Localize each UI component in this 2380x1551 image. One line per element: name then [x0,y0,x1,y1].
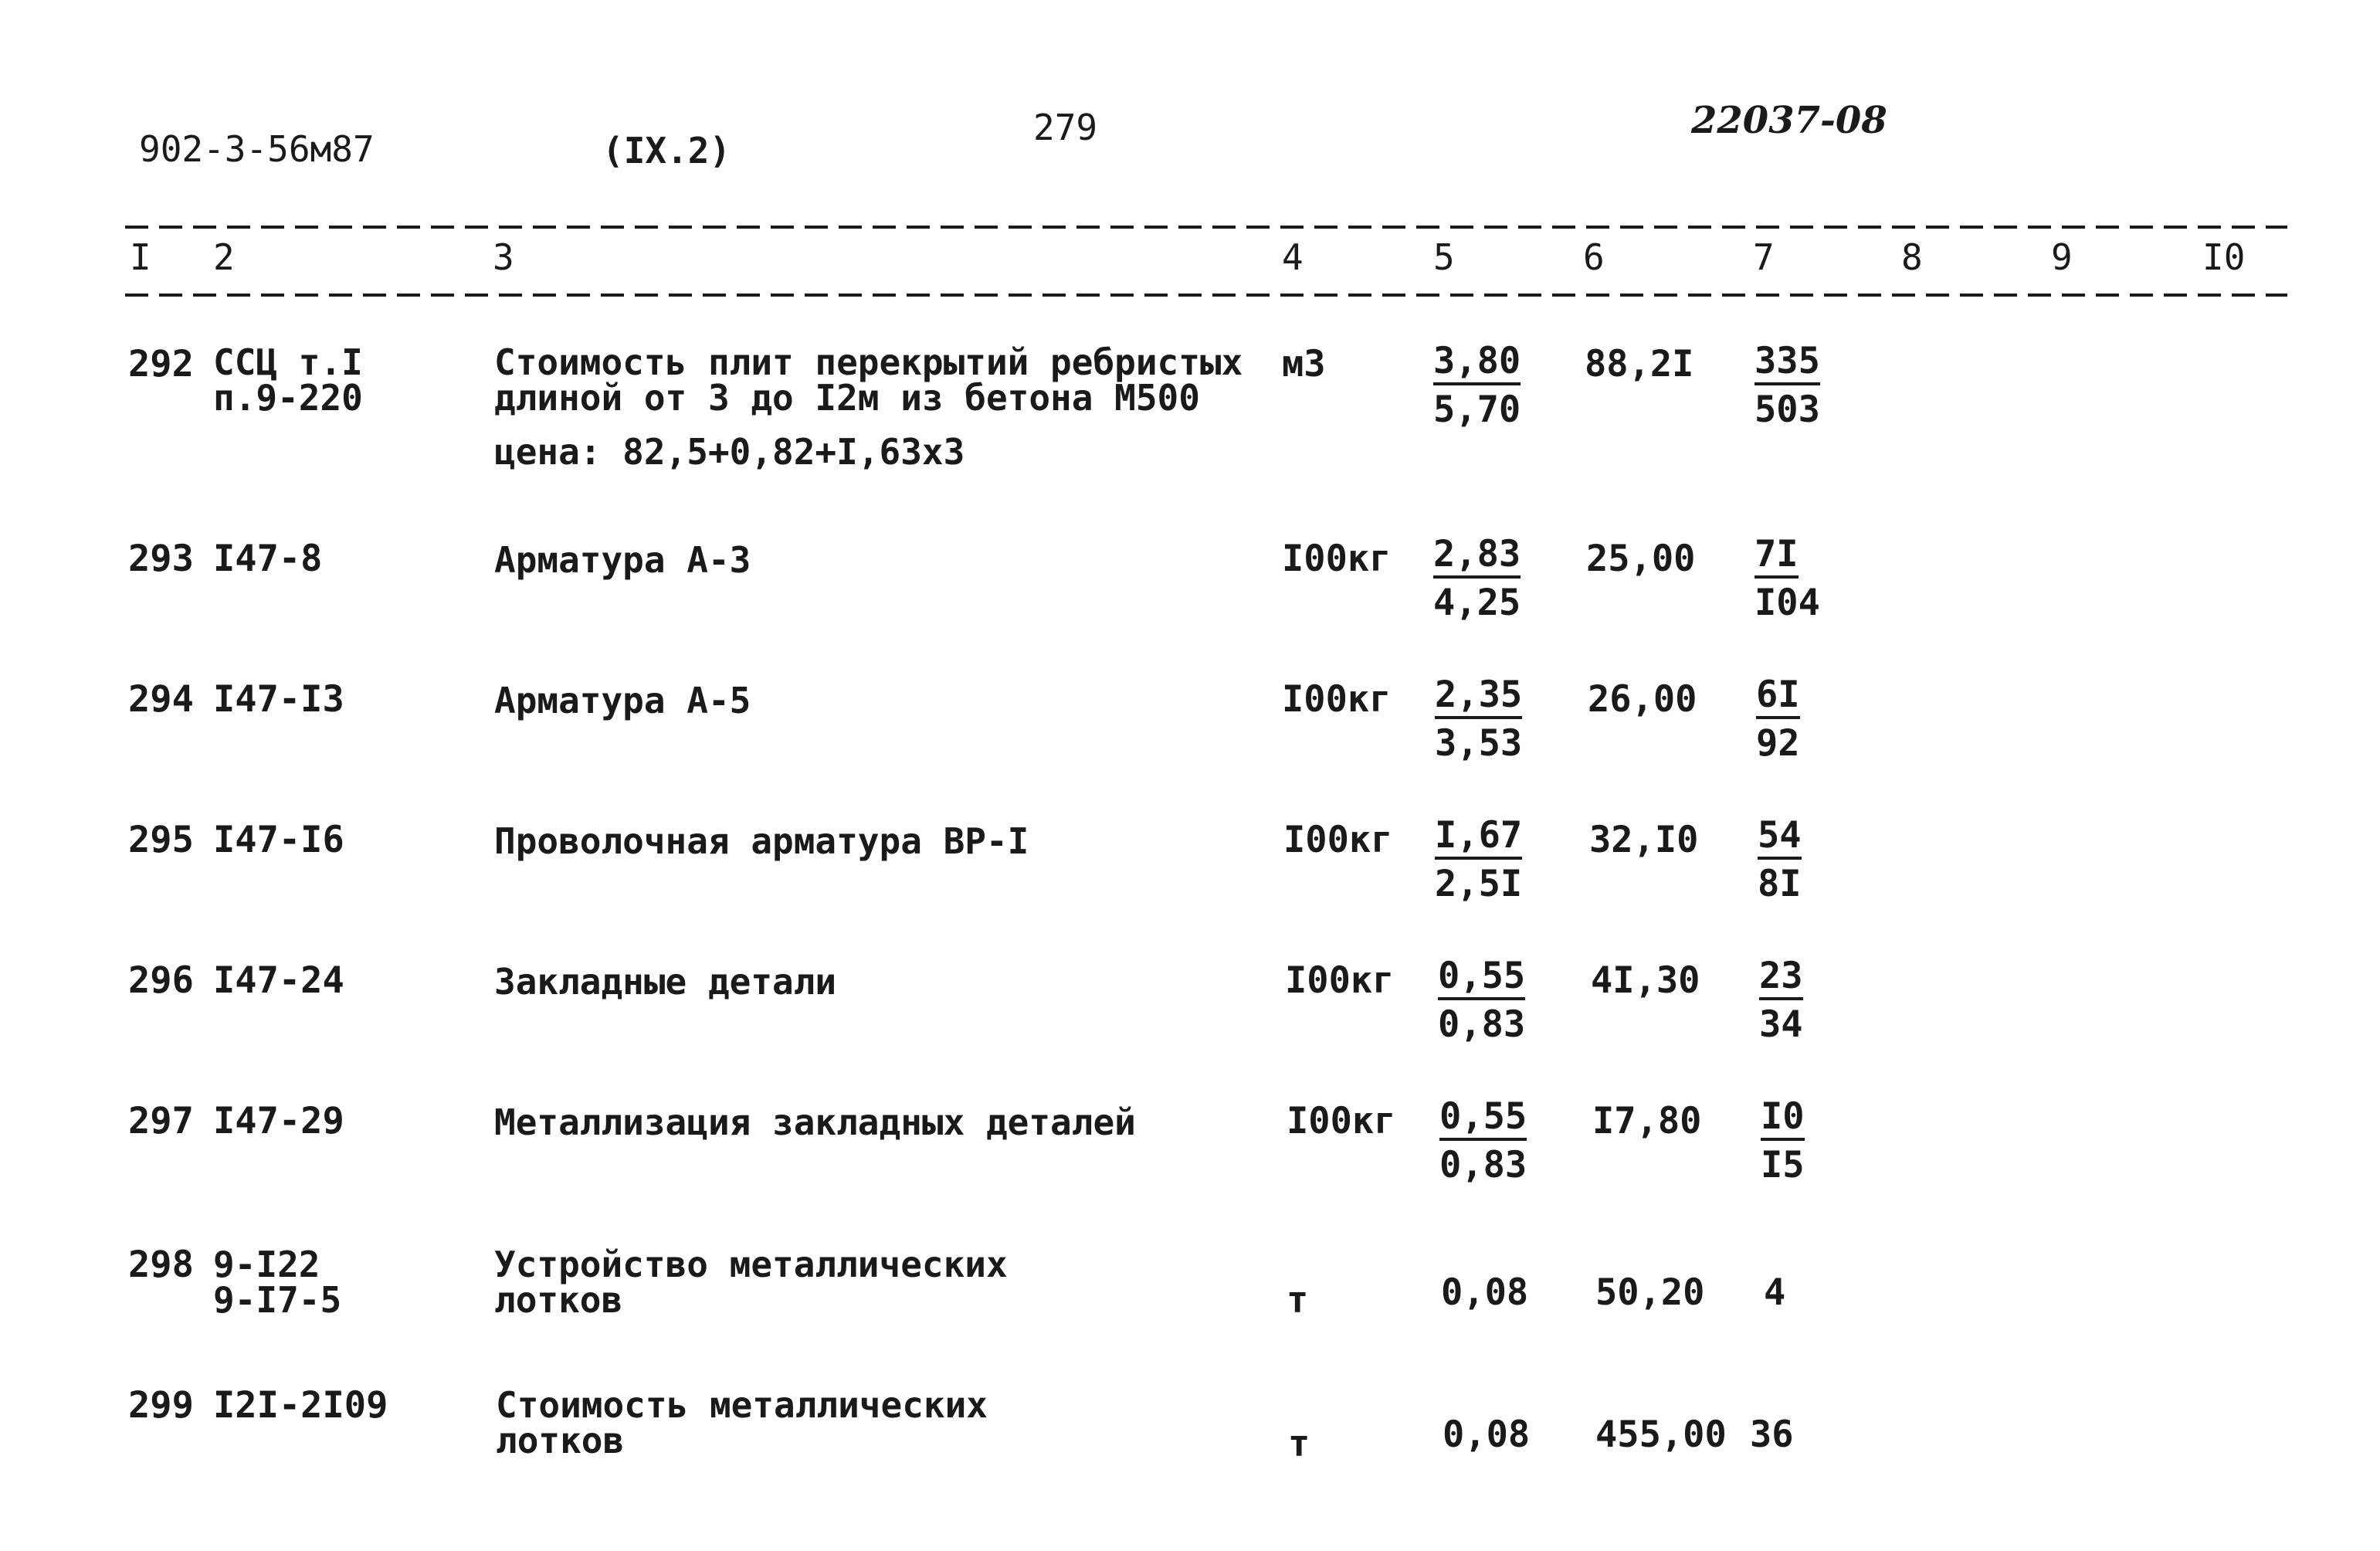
total: 4 [1764,1271,1786,1314]
price-note: цена: 82,5+0,82+I,63х3 [494,431,965,473]
row-description: Арматура А-5 [494,680,751,721]
unit-price: 32,I0 [1589,819,1699,861]
quantity-fraction: $\frac{2,35}{3,53}$ [1435,674,1523,765]
row-number: 299 [128,1384,194,1427]
unit: I00кг [1282,678,1392,721]
row-code: 9-I22 9-I7-5 [213,1244,342,1321]
total-fraction: $\frac{54}{8I}$ [1758,814,1802,905]
row-number: 296 [128,959,194,1002]
unit: I00кг [1282,538,1392,580]
total-fraction: $\frac{335}{503}$ [1754,340,1820,431]
header-rule-bottom [125,294,2287,297]
col-header-7: 7 [1753,236,1775,278]
row-description: Арматура А-3 [494,539,751,581]
row-description: Закладные детали [494,961,837,1003]
row-code: I47-I3 [213,678,344,721]
unit-price: 4I,30 [1591,959,1700,1002]
row-code: I47-24 [213,959,344,1002]
row-number: 294 [128,678,194,721]
row-description: Устройство металлических лотков [494,1244,1008,1321]
document-code: 902-3-56м87 [139,128,375,170]
row-number: 293 [128,538,194,580]
quantity-fraction: $\frac{I,67}{2,5I}$ [1435,814,1523,905]
col-header-4: 4 [1282,236,1304,278]
unit: I00кг [1285,959,1395,1002]
col-header-9: 9 [2051,236,2073,278]
unit: I00кг [1287,1100,1396,1142]
row-number: 295 [128,819,194,861]
unit: т [1288,1423,1310,1465]
archive-stamp: 22037-08 [1691,99,1887,142]
quantity-fraction: $\frac{0,55}{0,83}$ [1438,955,1526,1046]
unit-price: I7,80 [1592,1100,1702,1142]
header-rule-top [125,226,2287,229]
col-header-2: 2 [213,236,235,278]
quantity-fraction: $\frac{3,80}{5,70}$ [1433,340,1521,431]
quantity: 0,08 [1443,1414,1531,1456]
page-number: 279 [1033,107,1098,148]
col-header-1: I [130,236,151,278]
unit-price: 88,2I [1585,343,1694,385]
quantity: 0,08 [1441,1271,1529,1314]
unit-price: 455,00 [1595,1414,1727,1456]
col-header-10: I0 [2202,236,2246,278]
quantity-fraction: $\frac{0,55}{0,83}$ [1439,1095,1527,1186]
row-description: Стоимость металлических лотков [496,1384,988,1461]
total-fraction: $\frac{7I}{I04}$ [1754,533,1820,624]
unit: I00кг [1283,819,1393,861]
unit-price: 26,00 [1588,678,1697,721]
row-code: I2I-2I09 [213,1384,388,1427]
total-fraction: $\frac{6I}{92}$ [1756,674,1800,765]
row-number: 298 [128,1244,194,1286]
quantity-fraction: $\frac{2,83}{4,25}$ [1433,533,1521,624]
unit-price: 50,20 [1595,1271,1705,1314]
unit: т [1287,1279,1309,1322]
row-code: I47-8 [213,538,323,580]
row-description: Проволочная арматура ВР-I [494,820,1029,862]
total-fraction: $\frac{I0}{I5}$ [1761,1095,1805,1186]
col-header-6: 6 [1583,236,1605,278]
unit: м3 [1282,343,1326,385]
unit-price: 25,00 [1586,538,1696,580]
row-code: I47-29 [213,1100,344,1142]
row-description: Металлизация закладных деталей [494,1101,1136,1143]
total-fraction: $\frac{23}{34}$ [1759,955,1803,1046]
total: 36 [1750,1414,1794,1456]
col-header-3: 3 [493,236,514,278]
section-number: (IX.2) [602,130,731,171]
col-header-8: 8 [1901,236,1923,278]
row-number: 297 [128,1100,194,1142]
row-description: Стоимость плит перекрытий ребристых длиной от 3 до I2м из бетона М500 [494,341,1243,419]
row-code: I47-I6 [213,819,344,861]
col-header-5: 5 [1433,236,1455,278]
row-number: 292 [128,343,194,385]
row-code: ССЦ т.I п.9-220 [213,341,363,419]
